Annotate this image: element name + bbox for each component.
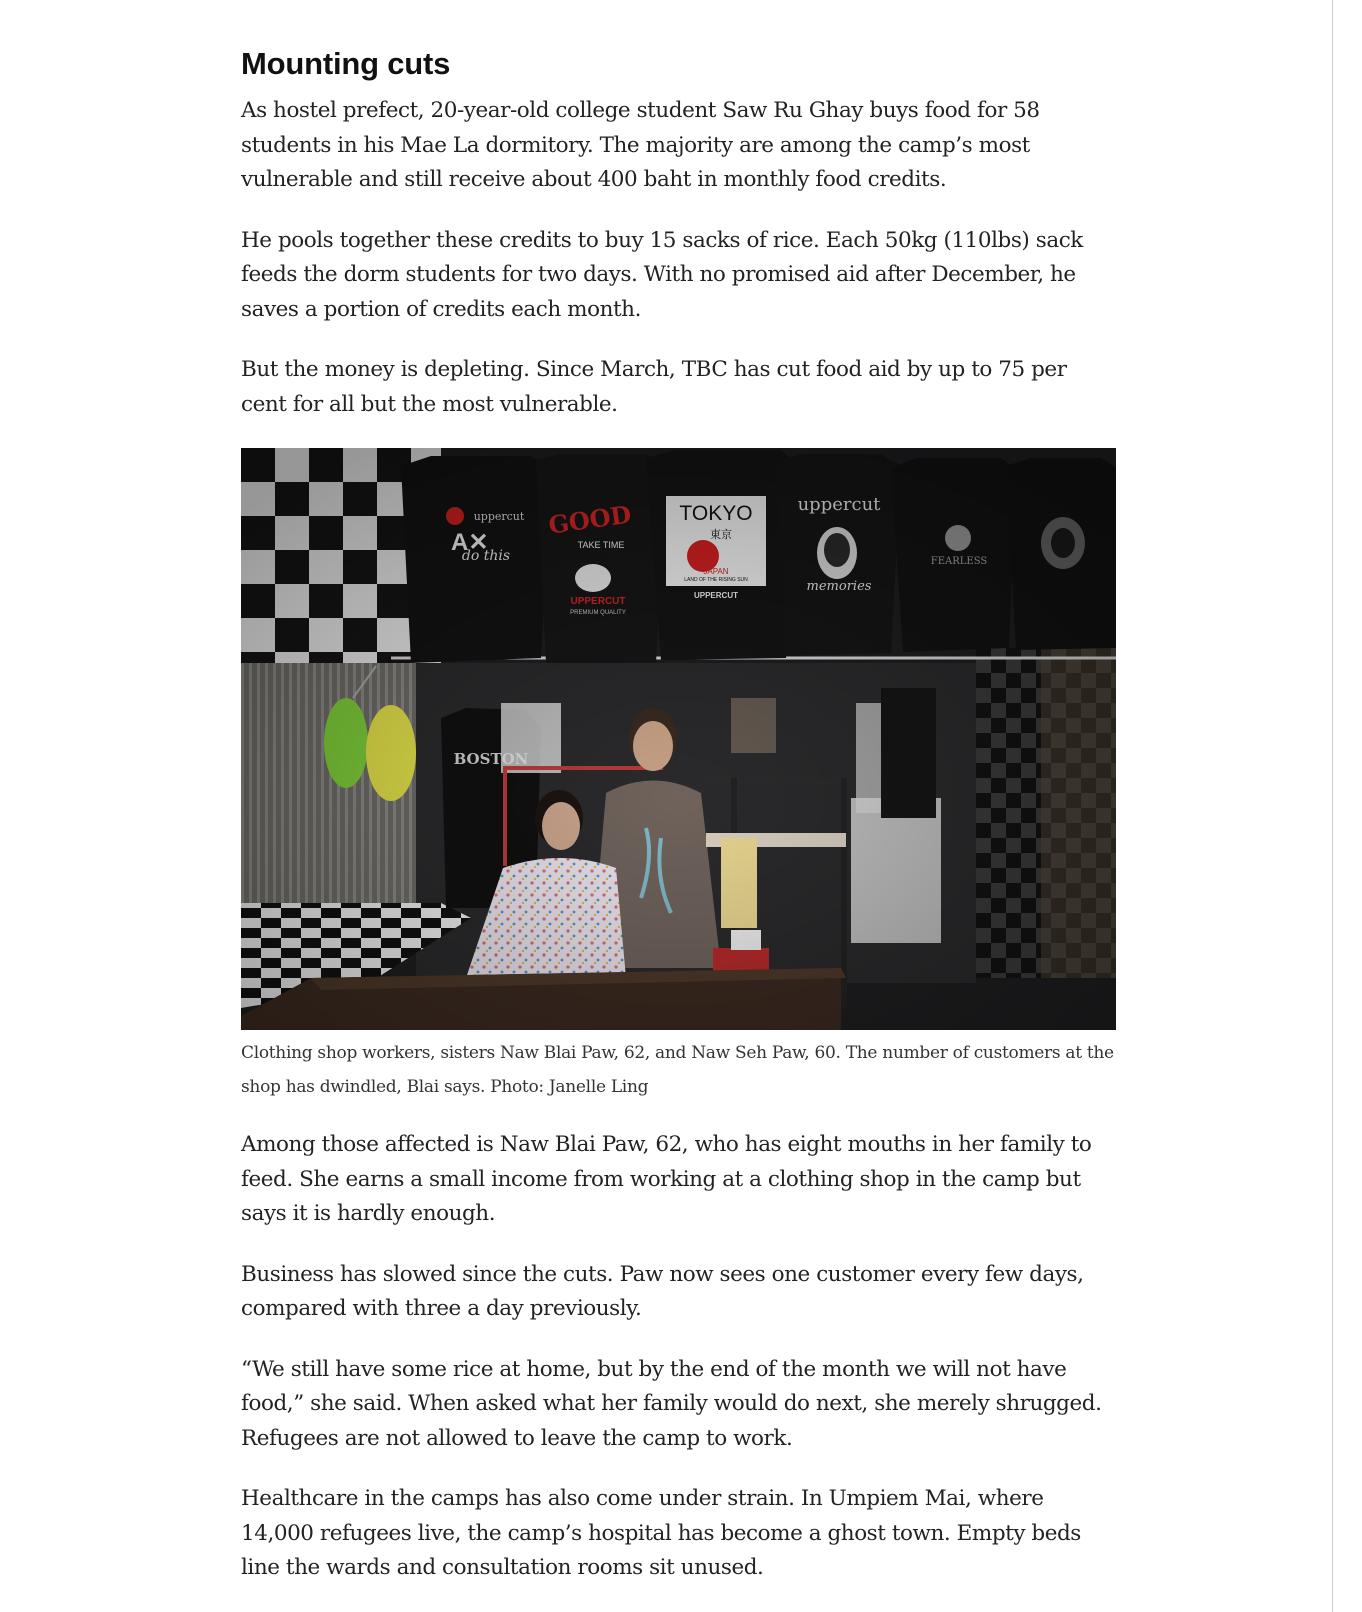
article-body [241,44,1116,1612]
paragraph-hostel-prefect: As hostel prefect, 20-year-old college student Saw Ru Ghay buys food for 58 students in his Mae La dormitory. The majority are among the camp’s most vulnerable and still receive about 400 baht in monthly food credits. [241,98,1040,192]
paragraph-healthcare: Healthcare in the camps has also come under strain. In Umpiem Mai, where 14,000 refugees live, the camp’s hospital has become a ghost town. Empty beds line the wards and consultation rooms sit unused. [241,1486,1081,1580]
paragraph-money-depleting: But the money is depleting. Since March, TBC has cut food aid by up to 75 per cent for all but the most vulnerable. [241,357,1067,417]
paragraph-business-slowed: Business has slowed since the cuts. Paw now sees one customer every few days, compared with three a day previously. [241,1261,1084,1321]
scrollbar-track[interactable] [1332,0,1362,1612]
section-heading: Mounting cuts [241,46,451,81]
clothing-shop-photo [241,448,1116,1030]
paragraph-quote-rice: “We still have some rice at home, but by the end of the month we will not have food,” she said. When asked what her family would do next, she merely shrugged. Refugees are not allowed to leave the camp to work. [241,1356,1102,1451]
paragraph-rice-sacks: He pools together these credits to buy 15 sacks of rice. Each 50kg (110lbs) sack feeds the dorm students for two days. With no promised aid after December, he saves a portion of credits each month. [241,227,1083,322]
paragraph-naw-blai-paw: Among those affected is Naw Blai Paw, 62, who has eight mouths in her family to feed. She earns a small income from working at a clothing shop in the camp but says it is hardly enough. [241,1132,1092,1226]
photo-caption: Clothing shop workers, sisters Naw Blai Paw, 62, and Naw Seh Paw, 60. The number of customers at the shop has dwindled, Blai says. Photo: Janelle Ling [241,1043,1114,1097]
article-figure [241,448,1116,1104]
